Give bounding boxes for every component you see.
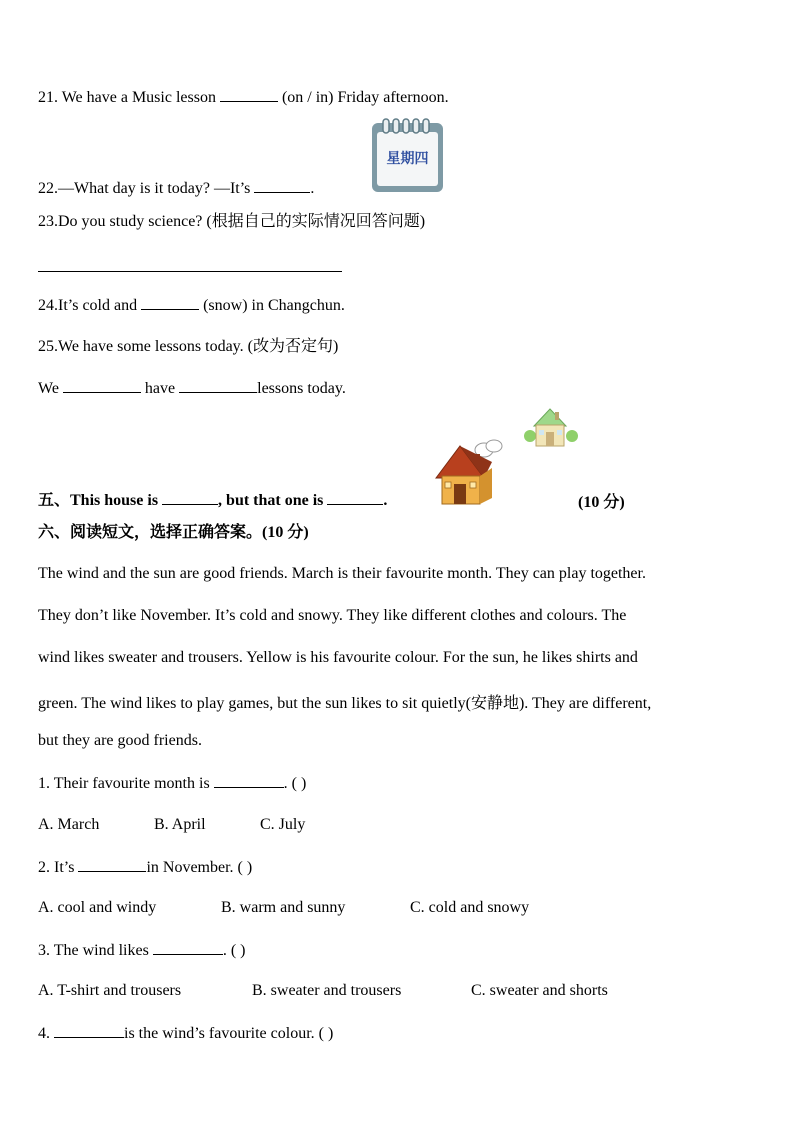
question-stem-after: in November. ( ) xyxy=(146,859,253,876)
calendar-label: 星期四 xyxy=(386,151,429,167)
question-21-text-after: (on / in) Friday afternoon. xyxy=(277,89,449,106)
options-row xyxy=(38,898,530,918)
question-25-answer xyxy=(38,378,346,399)
passage-line: green. The wind likes to play games, but the sun likes to sit quietly(安静地). They are different, xyxy=(38,695,652,712)
section-5-text-mid: , but that one is xyxy=(218,492,328,509)
passage-line: They don’t like November. It’s cold and snowy. They like different clothes and colours. The xyxy=(38,607,627,624)
option-a[interactable]: A. March xyxy=(38,816,100,833)
question-stem-after: is the wind’s favourite colour. ( ) xyxy=(124,1025,334,1042)
question-stem xyxy=(38,773,306,794)
question-stem-before: 1. Their favourite month is xyxy=(38,775,214,792)
section-5 xyxy=(38,490,387,511)
option-a[interactable]: A. cool and windy xyxy=(38,899,157,916)
question-22-text: 22.—What day is it today? —It’s xyxy=(38,180,255,197)
answer-blank[interactable] xyxy=(254,178,310,193)
question-21 xyxy=(38,87,449,108)
answer-mid: have xyxy=(144,380,180,397)
answer-blank[interactable] xyxy=(214,773,284,788)
option-b[interactable]: B. April xyxy=(154,816,206,833)
section-6-title: 六、阅读短文，选择正确答案。(10 分) xyxy=(38,524,309,541)
question-25-text: 25.We have some lessons today. (改为否定句) xyxy=(38,338,339,355)
question-stem xyxy=(38,857,252,878)
answer-blank[interactable] xyxy=(141,295,199,310)
question-stem-before: 3. The wind likes xyxy=(38,942,153,959)
question-stem-after: . ( ) xyxy=(283,775,307,792)
answer-blank[interactable] xyxy=(153,940,223,955)
question-23-text: 23.Do you study science? (根据自己的实际情况回答问题) xyxy=(38,213,426,230)
option-b[interactable]: B. sweater and trousers xyxy=(252,982,402,999)
question-22 xyxy=(38,178,314,199)
question-24-text-after: (snow) in Changchun. xyxy=(199,297,345,314)
options-row xyxy=(38,981,608,1001)
section-5-end: . xyxy=(383,492,388,509)
question-stem-after: . ( ) xyxy=(222,942,246,959)
option-c[interactable]: C. cold and snowy xyxy=(410,899,530,916)
passage-line: wind likes sweater and trousers. Yellow is his favourite colour. For the sun, he likes shirts and xyxy=(38,649,638,666)
option-b[interactable]: B. warm and sunny xyxy=(221,899,346,916)
answer-blank[interactable] xyxy=(162,490,218,505)
passage-line: The wind and the sun are good friends. March is their favourite month. They can play together. xyxy=(38,565,646,582)
answer-blank[interactable] xyxy=(78,857,146,872)
big-house-icon xyxy=(434,438,506,506)
question-25 xyxy=(38,337,338,357)
answer-blank[interactable] xyxy=(327,490,383,505)
question-stem-before: 4. xyxy=(38,1025,54,1042)
question-stem-before: 2. It’s xyxy=(38,859,79,876)
calendar-icon xyxy=(371,118,444,193)
passage-line: but they are good friends. xyxy=(38,732,202,749)
answer-blank[interactable] xyxy=(54,1023,124,1038)
option-c[interactable]: C. sweater and shorts xyxy=(471,982,608,999)
question-stem xyxy=(38,940,245,961)
option-a[interactable]: A. T-shirt and trousers xyxy=(38,982,182,999)
question-stem xyxy=(38,1023,333,1044)
answer-start: We xyxy=(38,380,63,397)
answer-blank[interactable] xyxy=(220,87,278,102)
small-house-icon xyxy=(522,406,578,448)
section-5-text-before: 五、This house is xyxy=(38,492,163,509)
answer-blank[interactable] xyxy=(63,378,141,393)
options-row xyxy=(38,815,306,835)
answer-end: lessons today. xyxy=(257,380,346,397)
question-24 xyxy=(38,295,345,316)
answer-line[interactable] xyxy=(38,271,342,272)
section-5-score: (10 分) xyxy=(578,494,625,511)
question-24-text-before: 24.It’s cold and xyxy=(38,297,142,314)
option-c[interactable]: C. July xyxy=(260,816,306,833)
answer-blank[interactable] xyxy=(179,378,257,393)
question-21-text-before: 21. We have a Music lesson xyxy=(38,89,220,106)
question-22-end: . xyxy=(310,180,315,197)
question-23 xyxy=(38,212,425,232)
